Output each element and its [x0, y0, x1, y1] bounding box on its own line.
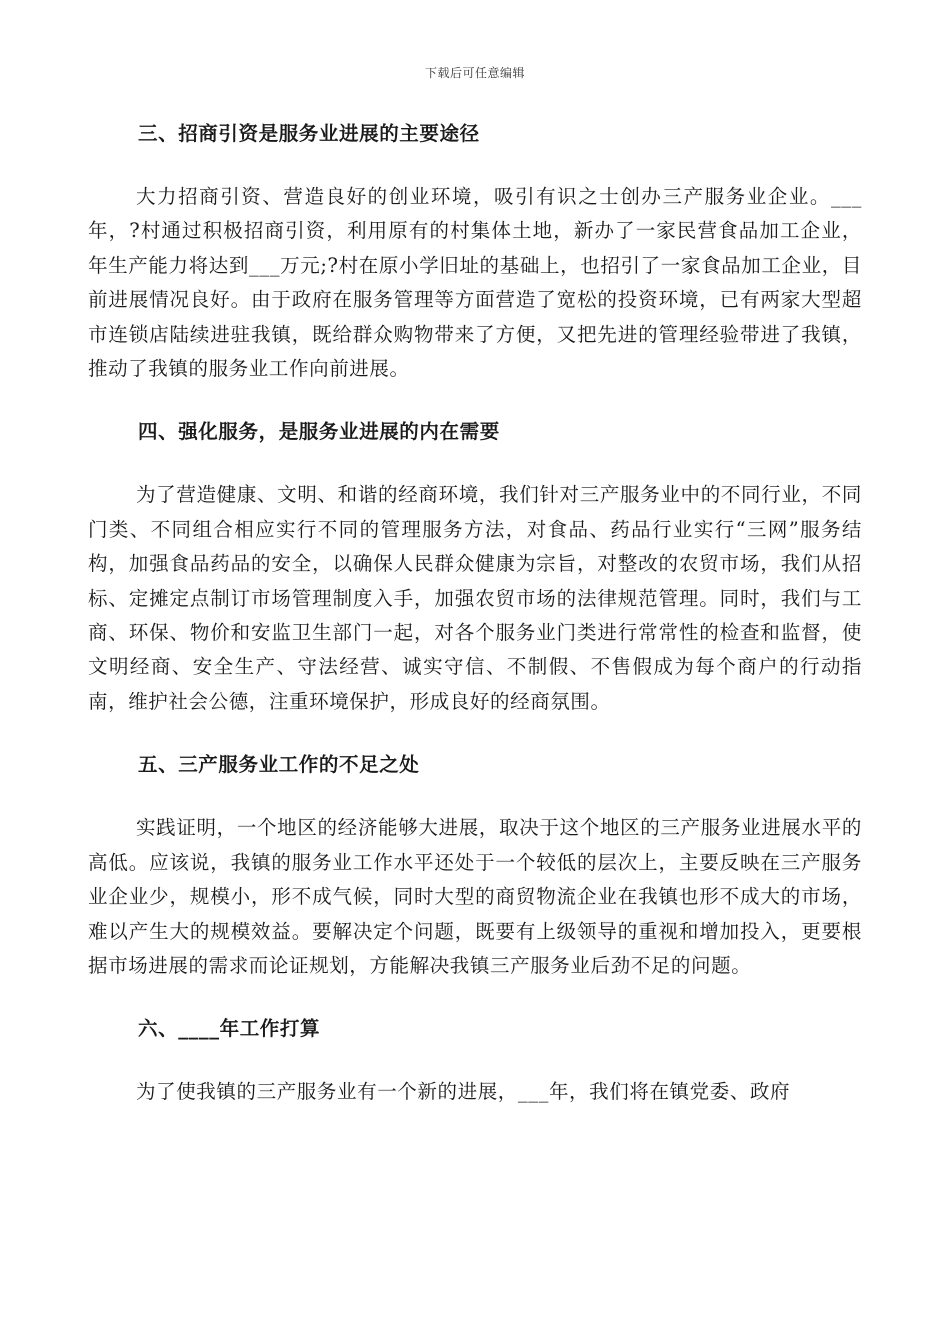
section-paragraph-6: 为了使我镇的三产服务业有一个新的进展，___年，我们将在镇党委、政府: [136, 1080, 791, 1104]
header-note: 下载后可任意编辑: [424, 66, 525, 80]
section-heading-4: 四、强化服务，是服务业进展的内在需要: [138, 420, 500, 444]
document-body: [88, 117, 862, 1110]
section-heading-3: 三、招商引资是服务业进展的主要途径: [138, 122, 480, 145]
section-paragraph-5: 实践证明，一个地区的经济能够大进展，取决于这个地区的三产服务业进展水平的高低。应该说，我镇的服务业工作水平还处于一个较低的层次上，主要反映在三产服务业企业少，规模小，形不成气候，同时大型的商贸物流企业在我镇也形不成大的市场，难以产生大的规模效益。要解决定个问题，既要有上级领导的重视和增加投入，更要根据市场进展的需求而论证规划，方能解决我镇三产服务业后劲不足的问题。: [88, 816, 862, 977]
section-heading-6: 六、____年工作打算: [138, 1017, 321, 1041]
section-paragraph-4: 为了营造健康、文明、和谐的经商环境，我们针对三产服务业中的不同行业，不同门类、不同组合相应实行不同的管理服务方法，对食品、药品行业实行“三网”服务结构，加强食品药品的安全，以确保人民群众健康为宗旨，对整改的农贸市场，我们从招标、定摊定点制订市场管理制度入手，加强农贸市场的法律规范管理。同时，我们与工商、环保、物价和安监卫生部门一起，对各个服务业门类进行常常性的检查和监督，使文明经商、安全生产、守法经营、诚实守信、不制假、不售假成为每个商户的行动指南，维护社会公德，注重环境保护，形成良好的经商氛围。: [88, 483, 862, 713]
section-heading-5: 五、三产服务业工作的不足之处: [138, 753, 420, 777]
section-paragraph-3: 大力招商引资、营造良好的创业环境，吸引有识之士创办三产服务业企业。___年，?村通过积极招商引资，利用原有的村集体土地，新办了一家民营食品加工企业，年生产能力将达到___万元;?村在原小学旧址的基础上，也招引了一家食品加工企业，目前进展情况良好。由于政府在服务管理等方面营造了宽松的投资环境，已有两家大型超市连锁店陆续进驻我镇，既给群众购物带来了方便，又把先进的管理经验带进了我镇，推动了我镇的服务业工作向前进展。: [88, 185, 862, 381]
